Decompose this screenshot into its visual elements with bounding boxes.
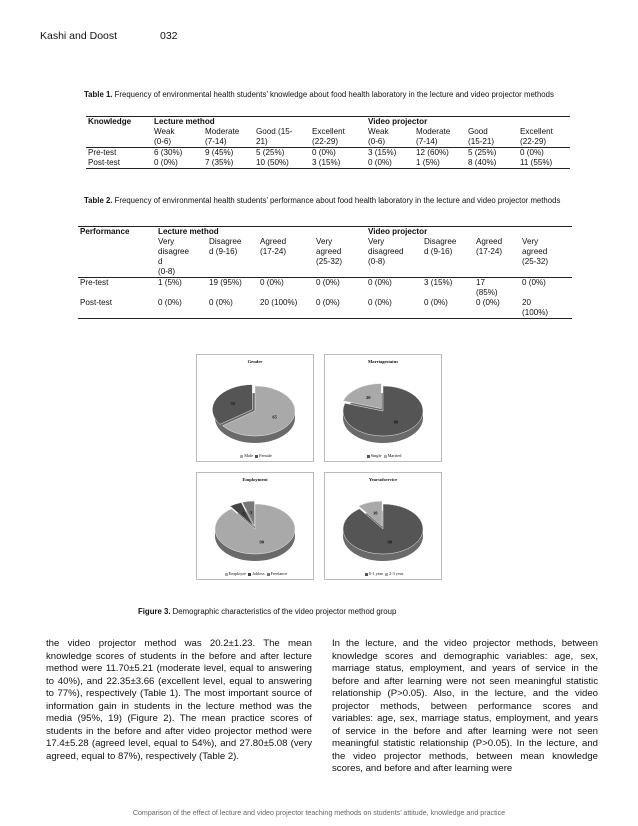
table2-subheader-row: [78, 237, 572, 278]
table-row: [86, 148, 570, 159]
subheader-cell: [414, 127, 466, 148]
subheader-cell: [466, 127, 518, 148]
table-cell: 0 (0%): [366, 158, 414, 169]
cell-line: 0 (0%): [316, 298, 340, 307]
table-cell: [520, 298, 572, 319]
cell-line: Weak: [368, 127, 389, 136]
cell-line: (7-14): [416, 137, 438, 146]
cell-line: (17-24): [476, 247, 503, 256]
subheader-cell: [310, 127, 366, 148]
table-cell: [474, 278, 520, 299]
pie-chart-years-of-service: [324, 472, 442, 580]
cell-line: 21): [256, 137, 268, 146]
table-cell: 0 (0%): [312, 148, 336, 157]
cell-line: d: [158, 257, 163, 266]
pie-slice-label: 90: [387, 539, 393, 545]
cell-line: 0 (0%): [368, 278, 392, 287]
table-cell: [366, 278, 422, 299]
pie-legend: [325, 571, 441, 576]
pie-chart-gender: [196, 354, 314, 462]
cell-line: (22-29): [312, 137, 339, 146]
table-cell: 1 (5%): [414, 158, 466, 169]
cell-line: Very: [316, 237, 333, 246]
figure3-caption: [138, 607, 396, 616]
table-cell: 3 (15%): [368, 148, 397, 157]
pie-slice-label: 90: [259, 539, 265, 545]
table1-caption-text: Frequency of environmental health students’ knowledge about food health laboratory in the lecture and video projector methods: [114, 90, 554, 99]
legend-label: Freelance: [270, 571, 288, 576]
legend-label: Female: [259, 453, 272, 458]
legend-swatch: [367, 455, 370, 458]
table-cell: [520, 278, 572, 299]
pie-slice-label: 20: [366, 394, 371, 400]
cell-line: Disagree: [424, 237, 457, 246]
cell-line: 0 (0%): [158, 298, 182, 307]
table1-header-row: [86, 117, 570, 128]
cell-line: 0 (0%): [316, 278, 340, 287]
cell-line: Good (15-: [256, 127, 293, 136]
table1-caption: [84, 90, 584, 100]
cell-line: (25-32): [316, 257, 343, 266]
table2-caption-label: Table 2.: [84, 196, 113, 205]
legend-label: Employee: [228, 571, 247, 576]
running-header: [40, 30, 178, 42]
legend-swatch: [248, 573, 251, 576]
cell-line: 19 (95%): [209, 278, 242, 287]
cell-line: (0-8): [368, 257, 386, 266]
cell-line: Moderate: [416, 127, 451, 136]
pie-svg: [325, 355, 443, 463]
cell-line: Agreed: [476, 237, 503, 246]
table-cell: 5 (25%): [468, 148, 497, 157]
header-authors: Kashi and Doost: [40, 30, 118, 42]
pie-slice: [215, 504, 295, 554]
table-cell: 3 (15%): [310, 158, 366, 169]
table-cell: [156, 298, 207, 319]
figure3-caption-text: Demographic characteristics of the video projector method group: [172, 607, 397, 616]
pie-title: Gender: [247, 359, 263, 364]
subheader-cell: [156, 237, 207, 278]
cell-line: Very: [158, 237, 175, 246]
table-cell: [258, 298, 314, 319]
cell-line: d (9-16): [424, 247, 453, 256]
table-cell: 6 (30%): [154, 148, 183, 157]
table-cell: 5 (25%): [256, 148, 285, 157]
cell-line: 17: [476, 278, 486, 287]
subheader-cell: [520, 237, 572, 278]
table1-col-header: Knowledge: [86, 117, 152, 128]
cell-line: Agreed: [260, 237, 287, 246]
legend-swatch: [365, 573, 368, 576]
figure3-pie-charts: [188, 348, 448, 586]
cell-line: Good: [468, 127, 488, 136]
cell-line: agreed: [316, 247, 342, 256]
pie-svg: [325, 473, 443, 581]
subheader-cell: [366, 127, 414, 148]
pie-svg: [197, 473, 315, 581]
table-cell: [258, 278, 314, 299]
pie-legend: [197, 453, 313, 458]
legend-label: 0-1 year: [368, 571, 383, 576]
cell-line: Very: [368, 237, 385, 246]
cell-line: Moderate: [205, 127, 240, 136]
pie-legend: [325, 453, 441, 458]
legend-label: Single: [370, 453, 382, 458]
cell-line: 1 (5%): [158, 278, 182, 287]
legend-swatch: [384, 455, 387, 458]
row-label: Pre-test: [80, 278, 109, 287]
table-cell: [314, 298, 366, 319]
pie-title: Marriagestatus: [367, 359, 399, 364]
cell-line: (0-8): [158, 267, 176, 276]
cell-line: 3 (15%): [424, 278, 453, 287]
table-cell: 7 (35%): [203, 158, 254, 169]
table2-group-video: Video projector: [366, 227, 572, 238]
legend-label: 2-3 year: [389, 571, 404, 576]
table-cell: 10 (50%): [254, 158, 310, 169]
table-cell: 9 (45%): [205, 148, 234, 157]
cell-line: 20 (100%): [260, 298, 298, 307]
cell-line: 20: [522, 298, 532, 307]
table-cell: [474, 298, 520, 319]
subheader-cell: [314, 237, 366, 278]
table-cell: 8 (40%): [466, 158, 518, 169]
header-page-number: 032: [160, 30, 178, 42]
subheader-cell: [474, 237, 520, 278]
pie-slice-label: 65: [272, 414, 277, 420]
legend-label: Married: [387, 453, 402, 458]
cell-line: (0-6): [154, 137, 172, 146]
table2-caption: [84, 196, 584, 206]
cell-line: (25-32): [522, 257, 549, 266]
table-cell: [422, 278, 474, 299]
pie-slice-label: 5: [242, 511, 245, 517]
table1-group-video: Video projector: [366, 117, 570, 128]
cell-line: (15-21): [468, 137, 495, 146]
cell-line: (100%): [522, 308, 549, 317]
cell-line: 0 (0%): [368, 298, 392, 307]
table-cell: [207, 298, 258, 319]
table1-subheader-row: [86, 127, 570, 148]
table-row: [86, 158, 570, 169]
figure3-caption-label: Figure 3.: [138, 607, 171, 616]
pie-slice-label: 10: [373, 510, 378, 516]
table2: [78, 226, 572, 319]
legend-swatch: [267, 573, 270, 576]
pie-slice-label: 80: [393, 419, 399, 425]
cell-line: Very: [522, 237, 539, 246]
table-cell: [207, 278, 258, 299]
body-text-right-column: In the lecture, and the video projector methods, between knowledge scores and demographic variables: age, sex, marriage status, employment, and years of service in the before and after learning were not seen meaningful statistic relationship (P>0.05). Also, in the lecture, and the video projector methods, between performance scores and variables: age, sex, marriage status, employment, and years of service in the before and after learning were not seen meaningful statistic relationship (P>0.05). In the lecture, and the video projector methods, between mean knowledge scores, and before and after learning were: [332, 638, 598, 774]
table-cell: [314, 278, 366, 299]
table-cell: 12 (60%): [416, 148, 449, 157]
cell-line: (85%): [476, 288, 498, 297]
cell-line: Excellent: [312, 127, 345, 136]
pie-legend: [197, 571, 313, 576]
pie-title: Employment: [242, 477, 268, 482]
cell-line: agreed: [522, 247, 548, 256]
cell-line: (17-24): [260, 247, 287, 256]
table-cell: [156, 278, 207, 299]
table1: [86, 116, 570, 169]
row-label: Pre-test: [88, 148, 117, 157]
cell-line: 0 (0%): [476, 298, 500, 307]
table1-caption-label: Table 1.: [84, 90, 113, 99]
subheader-cell: [207, 237, 258, 278]
table2-group-lecture: Lecture method: [156, 227, 366, 238]
subheader-cell: [258, 237, 314, 278]
row-label: Post-test: [78, 298, 156, 319]
pie-slice-label: 5: [249, 509, 253, 515]
table2-header-row: [78, 227, 572, 238]
subheader-cell: [518, 127, 570, 148]
legend-swatch: [225, 573, 228, 576]
table1-group-lecture: Lecture method: [152, 117, 366, 128]
cell-line: Weak: [154, 127, 175, 136]
legend-swatch: [385, 573, 388, 576]
cell-line: 0 (0%): [260, 278, 284, 287]
table-cell: [366, 298, 422, 319]
cell-line: disagree: [158, 247, 190, 256]
pie-title: Yearsofservice: [368, 477, 398, 482]
legend-swatch: [240, 455, 243, 458]
cell-line: (0-6): [368, 137, 386, 146]
cell-line: d (9-16): [209, 247, 238, 256]
subheader-cell: [366, 237, 422, 278]
cell-line: disagreed: [368, 247, 404, 256]
legend-label: Male: [244, 453, 254, 458]
table-cell: [422, 298, 474, 319]
table-row: [78, 278, 572, 299]
pie-chart-marriage-status: [324, 354, 442, 462]
cell-line: Disagree: [209, 237, 242, 246]
cell-line: Excellent: [520, 127, 553, 136]
table-row: [78, 298, 572, 319]
cell-line: (7-14): [205, 137, 227, 146]
pie-slice-label: 35: [230, 400, 235, 406]
body-text-left-column: the video projector method was 20.2±1.23. The mean knowledge scores of students in the before and after lecture method were 11.70±5.21 (moderate level, equal to answering to 40%), and 22.35±3.66 (excellent level, equal to answering to 77%), respectively (Table 1). The most important source of information gain in students in the lecture method was the media (95%, 19) (Figure 2). The mean practice scores of students in the before and after video projector method were 17.4±5.28 (agreed level, equal to 54%), and 27.80±5.08 (very agreed, equal to 87%), respectively (Table 2).: [46, 638, 312, 762]
table-cell: 11 (55%): [518, 158, 570, 169]
cell-line: 0 (0%): [209, 298, 233, 307]
row-label: Post-test: [86, 158, 152, 169]
subheader-cell: [254, 127, 310, 148]
subheader-cell: [152, 127, 203, 148]
table-cell: 0 (0%): [520, 148, 544, 157]
cell-line: 0 (0%): [424, 298, 448, 307]
pie-slice: [343, 504, 423, 554]
pie-svg: [197, 355, 315, 463]
subheader-cell: [203, 127, 254, 148]
table2-caption-text: Frequency of environmental health students’ performance about food health laboratory in the lecture and video projector methods: [114, 196, 561, 205]
legend-swatch: [255, 455, 258, 458]
cell-line: (22-29): [520, 137, 547, 146]
table-cell: 0 (0%): [152, 158, 203, 169]
pie-chart-employment: [196, 472, 314, 580]
table2-col-header: Performance: [78, 227, 156, 238]
running-footer: Comparison of the effect of lecture and video projector teaching methods on students’ attitude, knowledge and practice: [132, 809, 506, 817]
legend-label: Jobless: [252, 571, 265, 576]
subheader-cell: [422, 237, 474, 278]
cell-line: 0 (0%): [522, 278, 546, 287]
